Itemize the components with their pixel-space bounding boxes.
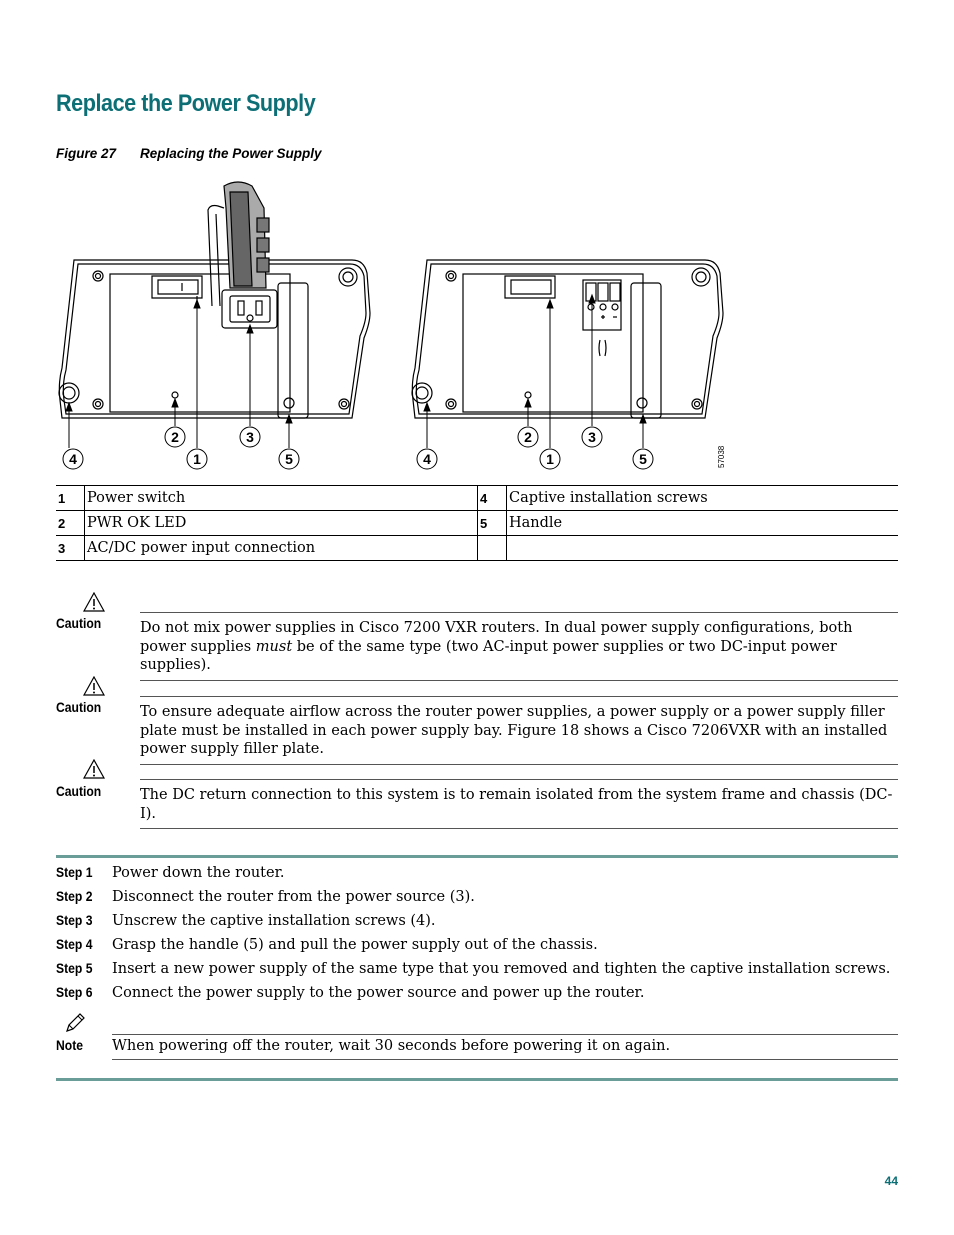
- callout-label: 4: [69, 451, 77, 467]
- procedure-steps: [56, 864, 898, 1008]
- legend-text: PWR OK LED: [85, 511, 478, 536]
- table-row: [56, 486, 898, 511]
- step-text: Connect the power supply to the power source and power up the router.: [112, 985, 645, 1001]
- figure-id-code: 57038: [717, 445, 726, 468]
- callout-label: 3: [246, 429, 254, 445]
- callout-bubbles: [63, 427, 653, 469]
- callout-label: 3: [588, 429, 596, 445]
- step-label: Step 6: [56, 985, 93, 1000]
- caution-block-3: [56, 759, 898, 822]
- callout-label: 1: [546, 451, 554, 467]
- list-item: [56, 960, 898, 984]
- page-number: 44: [884, 1174, 898, 1188]
- list-item: [56, 888, 898, 912]
- note-text: When powering off the router, wait 30 seconds before powering it on again.: [112, 1034, 898, 1060]
- list-item: [56, 864, 898, 888]
- procedure-bottom-rule: [56, 1078, 898, 1081]
- procedure-top-rule: [56, 855, 898, 858]
- list-item: [56, 936, 898, 960]
- caution-emphasis: must: [255, 638, 293, 655]
- callout-label: 2: [171, 429, 179, 445]
- table-row: [56, 536, 898, 561]
- callout-label: 5: [285, 451, 293, 467]
- step-text: Disconnect the router from the power source (3).: [112, 889, 475, 905]
- step-text: Insert a new power supply of the same type that you removed and tighten the captive installation screws.: [112, 961, 891, 977]
- step-text: Unscrew the captive installation screws (4).: [112, 913, 436, 929]
- caution-label: Caution: [56, 616, 102, 631]
- step-label: Step 3: [56, 913, 93, 928]
- callout-labels: [69, 429, 647, 467]
- note-block: [56, 1012, 898, 1062]
- caution-text: To ensure adequate airflow across the router power supplies, a power supply or a power supply filler plate must be installed in each power supply bay. Figure 18 shows a Cisco 7206VXR with an installed power supply filler plate.: [140, 696, 898, 765]
- list-item: [56, 912, 898, 936]
- legend-text: Handle: [507, 511, 899, 536]
- legend-text: Captive installation screws: [507, 486, 899, 511]
- callout-label: 4: [423, 451, 431, 467]
- step-label: Step 2: [56, 889, 93, 904]
- list-item: [56, 984, 898, 1008]
- figure-number: Figure 27: [56, 146, 117, 161]
- step-text: Power down the router.: [112, 865, 285, 881]
- figure-caption: [56, 146, 322, 161]
- warning-icon: [83, 759, 105, 779]
- figure-legend-table: [56, 485, 898, 561]
- caution-text: Do not mix power supplies in Cisco 7200 VXR routers. In dual power supply configurations, both power supplies must be of the same type (two AC-input power supplies or two DC-input power supplies).: [140, 612, 898, 681]
- legend-num: 5: [478, 511, 507, 536]
- page-title: Replace the Power Supply: [56, 90, 316, 117]
- power-supply-figure: [52, 178, 742, 478]
- caution-label: Caution: [56, 700, 102, 715]
- callout-label: 5: [639, 451, 647, 467]
- step-text: Grasp the handle (5) and pull the power supply out of the chassis.: [112, 937, 598, 953]
- caution-label: Caution: [56, 784, 102, 799]
- caution-block-2: [56, 676, 898, 757]
- legend-text: [507, 536, 899, 561]
- pencil-icon: [64, 1012, 86, 1034]
- legend-num: 3: [56, 536, 85, 561]
- dc-power-supply-drawing: [412, 260, 723, 418]
- callout-label: 1: [193, 451, 201, 467]
- figure-title: Replacing the Power Supply: [140, 146, 322, 161]
- legend-num: 1: [56, 486, 85, 511]
- table-row: [56, 511, 898, 536]
- step-label: Step 1: [56, 865, 93, 880]
- warning-icon: [83, 676, 105, 696]
- legend-text: Power switch: [85, 486, 478, 511]
- ac-power-supply-drawing: [59, 182, 370, 418]
- caution-text: The DC return connection to this system is to remain isolated from the system frame and chassis (DC-I).: [140, 779, 898, 829]
- step-label: Step 5: [56, 961, 93, 976]
- step-label: Step 4: [56, 937, 93, 952]
- callout-label: 2: [524, 429, 532, 445]
- caution-block-1: [56, 592, 898, 673]
- warning-icon: [83, 592, 105, 612]
- legend-text: AC/DC power input connection: [85, 536, 478, 561]
- note-label: Note: [56, 1038, 83, 1053]
- legend-num: [478, 536, 507, 561]
- legend-num: 4: [478, 486, 507, 511]
- legend-num: 2: [56, 511, 85, 536]
